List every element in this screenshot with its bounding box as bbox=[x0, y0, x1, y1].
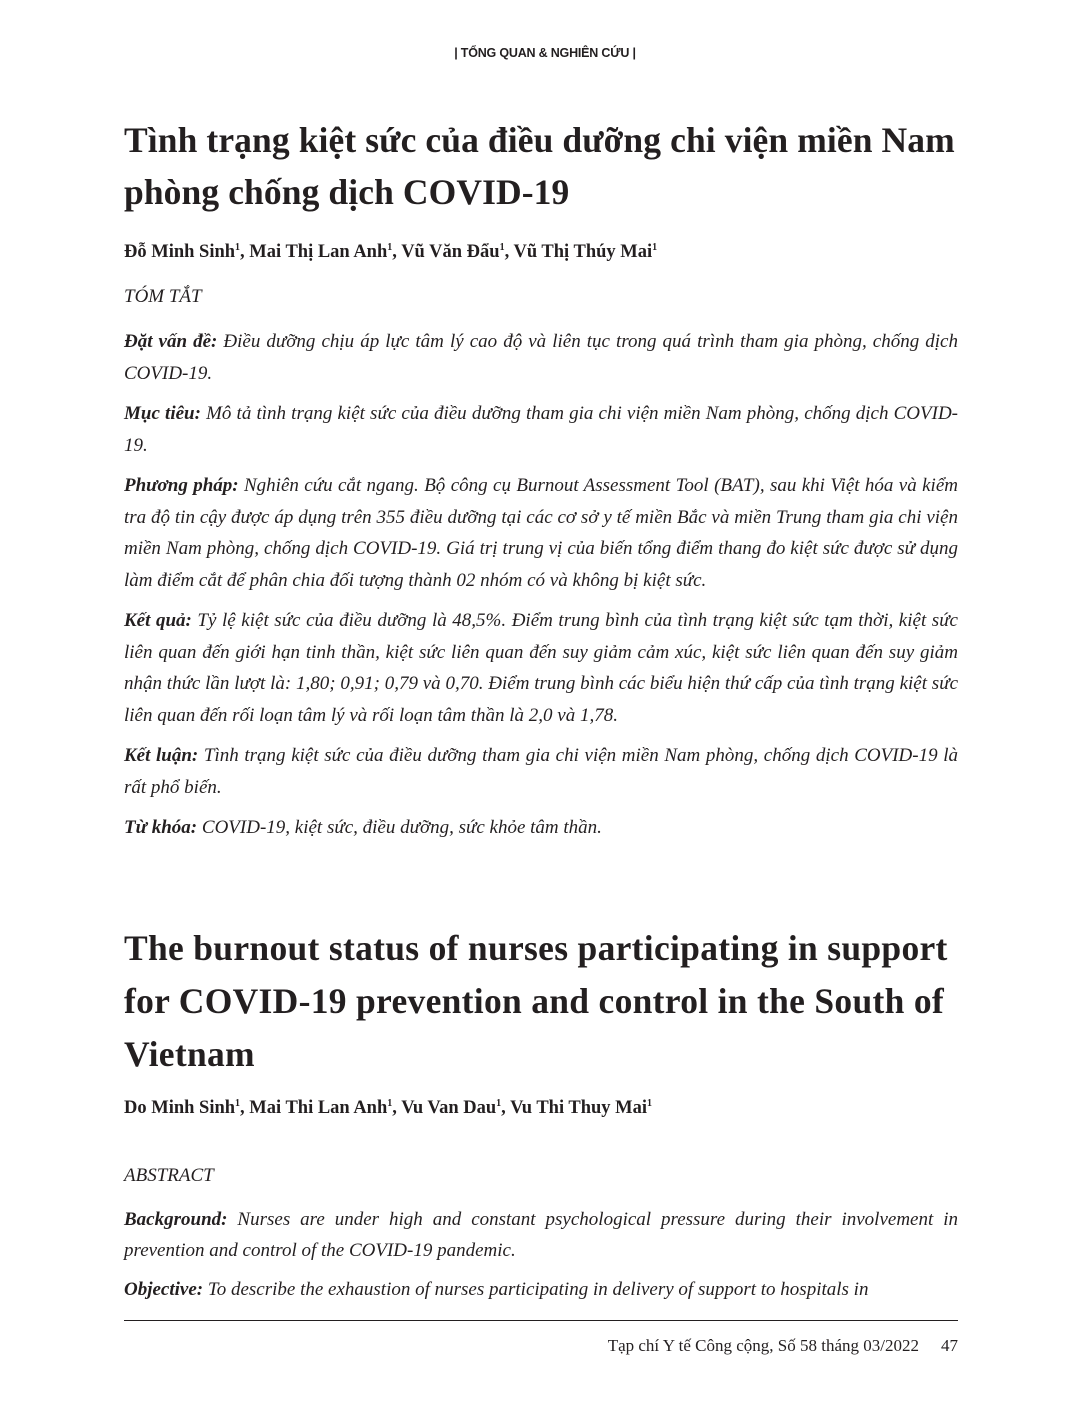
paragraph-label: Đặt vấn đề: bbox=[124, 331, 218, 352]
abstract-paragraph bbox=[124, 1274, 958, 1305]
author-separator: , bbox=[501, 1098, 511, 1118]
author-separator: , bbox=[504, 242, 514, 262]
abstract-en bbox=[124, 1204, 958, 1313]
author-name: Do Minh Sinh bbox=[124, 1098, 236, 1118]
abstract-heading-en: ABSTRACT bbox=[124, 1165, 214, 1186]
page-footer bbox=[608, 1336, 958, 1356]
abstract-paragraph bbox=[124, 605, 958, 731]
author-name: Vu Van Dau bbox=[401, 1098, 497, 1118]
abstract-vn bbox=[124, 326, 958, 853]
affiliation-mark: 1 bbox=[235, 241, 241, 253]
affiliation-mark: 1 bbox=[387, 1097, 393, 1109]
abstract-paragraph bbox=[124, 470, 958, 596]
paragraph-text: Nurses are under high and constant psychological pressure during their involvement in prevention and control of the COVID-19 pandemic. bbox=[124, 1209, 958, 1261]
affiliation-mark: 1 bbox=[652, 241, 658, 253]
author-name: Vũ Văn Đẩu bbox=[401, 242, 500, 262]
abstract-paragraph bbox=[124, 740, 958, 803]
abstract-paragraph bbox=[124, 812, 958, 844]
paragraph-text: COVID-19, kiệt sức, điều dưỡng, sức khỏe tâm thần. bbox=[197, 817, 602, 838]
affiliation-mark: 1 bbox=[496, 1097, 502, 1109]
author-name: Mai Thị Lan Anh bbox=[249, 242, 388, 262]
affiliation-mark: 1 bbox=[499, 241, 505, 253]
page-number: 47 bbox=[941, 1336, 958, 1355]
abstract-paragraph bbox=[124, 326, 958, 389]
author-name: Mai Thi Lan Anh bbox=[249, 1098, 388, 1118]
paragraph-text: Mô tả tình trạng kiệt sức của điều dưỡng tham gia chi viện miền Nam phòng, chống dịch COVID-19. bbox=[124, 403, 959, 456]
paragraph-label: Phương pháp: bbox=[124, 475, 239, 496]
abstract-heading-vn: TÓM TẮT bbox=[124, 286, 202, 307]
paragraph-label: Kết luận: bbox=[124, 745, 199, 766]
paragraph-label: Background: bbox=[124, 1209, 228, 1230]
author-separator: , bbox=[392, 242, 402, 262]
paragraph-text: Tình trạng kiệt sức của điều dưỡng tham gia chi viện miền Nam phòng, chống dịch COVID-19 là rất phổ biến. bbox=[124, 745, 959, 798]
author-list-vn bbox=[124, 242, 958, 263]
author-name: Đỗ Minh Sinh bbox=[124, 242, 236, 262]
author-separator: , bbox=[240, 242, 250, 262]
journal-citation: Tạp chí Y tế Công cộng, Số 58 tháng 03/2022 bbox=[607, 1336, 919, 1355]
paragraph-label: Mục tiêu: bbox=[124, 403, 201, 424]
paragraph-label: Từ khóa: bbox=[124, 817, 198, 838]
paragraph-text: Tỷ lệ kiệt sức của điều dưỡng là 48,5%. Điểm trung bình của tình trạng kiệt sức tạm thời, kiệt sức liên quan đến giới hạn tinh thần, kiệt sức liên quan đến suy giảm cảm xúc, kiệt sức liên quan đến suy giảm nhận thức lần lượt là: 1,80; 0,91; 0,79 và 0,70. Điểm trung bình các biểu hiện thứ cấp của tình trạng kiệt sức liên quan đến rối loạn tâm lý và rối loạn tâm thần là 2,0 và 1,78. bbox=[124, 610, 958, 726]
article-title-vn: Tình trạng kiệt sức của điều dưỡng chi viện miền Nam phòng chống dịch COVID-19 bbox=[124, 120, 955, 212]
abstract-paragraph bbox=[124, 1204, 958, 1266]
footer-divider bbox=[124, 1320, 958, 1321]
author-name: Vu Thi Thuy Mai bbox=[510, 1098, 648, 1118]
affiliation-mark: 1 bbox=[647, 1097, 653, 1109]
affiliation-mark: 1 bbox=[235, 1097, 241, 1109]
author-list-en bbox=[124, 1098, 958, 1119]
paragraph-label: Kết quả: bbox=[124, 610, 192, 631]
author-name: Vũ Thị Thúy Mai bbox=[513, 242, 653, 262]
author-separator: , bbox=[240, 1098, 250, 1118]
paragraph-label: Objective: bbox=[124, 1279, 204, 1300]
abstract-paragraph bbox=[124, 398, 958, 461]
section-header: | TỔNG QUAN & NGHIÊN CỨU | bbox=[454, 46, 636, 60]
affiliation-mark: 1 bbox=[387, 241, 393, 253]
paragraph-text: Điều dưỡng chịu áp lực tâm lý cao độ và liên tục trong quá trình tham gia phòng, chống dịch COVID-19. bbox=[124, 331, 958, 384]
author-separator: , bbox=[392, 1098, 402, 1118]
article-title-en: The burnout status of nurses participating in support for COVID-19 prevention and control in the South of Vietnam bbox=[124, 928, 948, 1074]
paragraph-text: To describe the exhaustion of nurses participating in delivery of support to hospitals in bbox=[203, 1279, 869, 1300]
paragraph-text: Nghiên cứu cắt ngang. Bộ công cụ Burnout Assessment Tool (BAT), sau khi Việt hóa và kiểm tra độ tin cậy được áp dụng trên 355 điều dưỡng tại các cơ sở y tế miền Bắc và miền Trung tham gia chi viện miền Nam phòng, chống dịch COVID-19. Giá trị trung vị của biến tổng điểm thang đo kiệt sức được sử dụng làm điểm cắt để phân chia đối tượng thành 02 nhóm có và không bị kiệt sức. bbox=[124, 475, 958, 591]
